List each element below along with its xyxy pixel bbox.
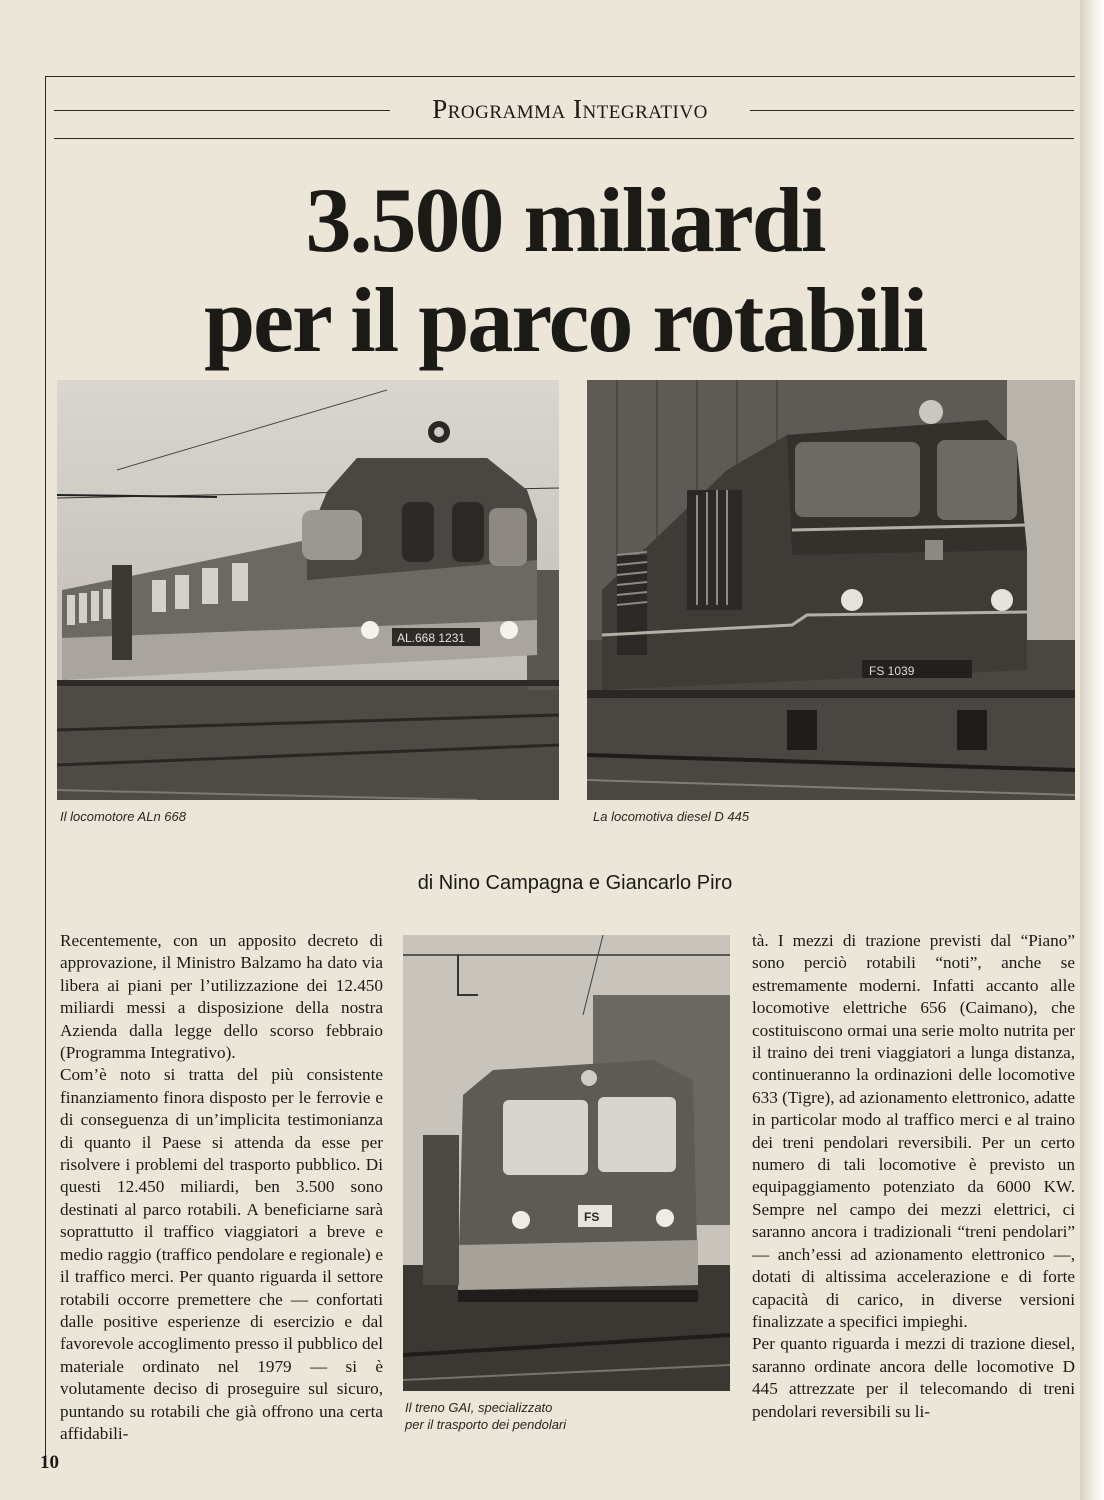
- paragraph: Com’è noto si tratta del più consistente finanziamento finora disposto per le ferrovie e di conseguenza di un’implicita testimonianza di quanto il Paese si attenda da esse per risolvere i problemi del trasporto pubblico. Di questi 12.450 miliardi, ben 3.500 sono destinati al parco rotabili. A beneficiarne sarà soprattutto il traffico viaggiatori a breve e medio raggio (traffico pendolare e regionale) e il traffico merci. Per quanto riguarda il settore rotabili occorre premettere che — confortati dalle positive esperienze di esercizio e dal favorevole accoglimento presso il pubblico del materiale ordinato nel 1979 — si è volutamente deciso di proseguire sul sicuro, puntando su rotabili che già offrono una certa affidabili-: [60, 1065, 383, 1443]
- paragraph: Recentemente, con un apposito decreto di approvazione, il Ministro Balzamo ha dato via libera ai piani per l’utilizzazione dei 12.450 miliardi messi a disposizione della nostra Azienda dalla legge dello scorso febbraio (Programma Integrativo).: [60, 931, 383, 1063]
- paragraph: Per quanto riguarda i mezzi di trazione diesel, saranno ordinate ancora delle locomotive D 445 attrezzate per il telecomando di treni pendolari reversibili su li-: [752, 1334, 1075, 1421]
- paragraph: tà. I mezzi di trazione previsti dal “Piano” sono perciò rotabili “noti”, anche se estremamente moderni. Infatti accanto alle locomotive elettriche 656 (Caimano), che costituiscono ormai una serie molto nutrita per il traino dei treni viaggiatori a lunga distanza, continueranno la ordinazioni delle locomotive 633 (Tigre), ad azionamento elettronico, adatte in particolar modo al traffico merci e al traino dei treni pendolari reversibili. Per un certo numero di tali locomotive è previsto un equipaggiamento potenziato da 6000 KW. Sempre nel campo dei mezzi elettrici, ci saranno ancora i tradizionali “treni pendolari” — anch’essi ad azionamento elettronico —, dotati di altissima accelerazione e di forte capacità di carico, in diverse versioni finalizzate a specifici impieghi.: [752, 931, 1075, 1331]
- section-rule-right: [750, 110, 1074, 111]
- left-margin-line: [45, 76, 46, 1466]
- caption-middle-photo-1: Il treno GAI, specializzato: [405, 1400, 553, 1415]
- caption-right-photo: La locomotiva diesel D 445: [593, 809, 750, 824]
- photo-gai-train: [403, 935, 730, 1391]
- fs-badge: FS: [584, 1210, 600, 1224]
- page-edge: [1080, 0, 1104, 1500]
- column-right: [752, 930, 1075, 1423]
- photo-aln-668: [57, 380, 559, 800]
- headline-line-2: per il parco rotabili: [203, 269, 927, 371]
- photo-d445: [587, 380, 1075, 800]
- caption-left-photo: Il locomotore ALn 668: [60, 809, 186, 824]
- header-rule-bottom: [54, 138, 1074, 139]
- section-title: Programma Integrativo: [390, 92, 750, 126]
- section-rule-left: [54, 110, 390, 111]
- column-left: [60, 930, 383, 1445]
- caption-middle-photo-2: per il trasporto dei pendolari: [405, 1417, 567, 1432]
- plate-aln: AL.668 1231: [397, 631, 466, 645]
- byline: di Nino Campagna e Giancarlo Piro: [417, 872, 733, 894]
- top-rule: [45, 76, 1075, 77]
- plate-d445: FS 1039: [869, 664, 915, 678]
- headline-line-1: 3.500 miliardi: [305, 169, 825, 271]
- page-number: 10: [40, 1452, 59, 1473]
